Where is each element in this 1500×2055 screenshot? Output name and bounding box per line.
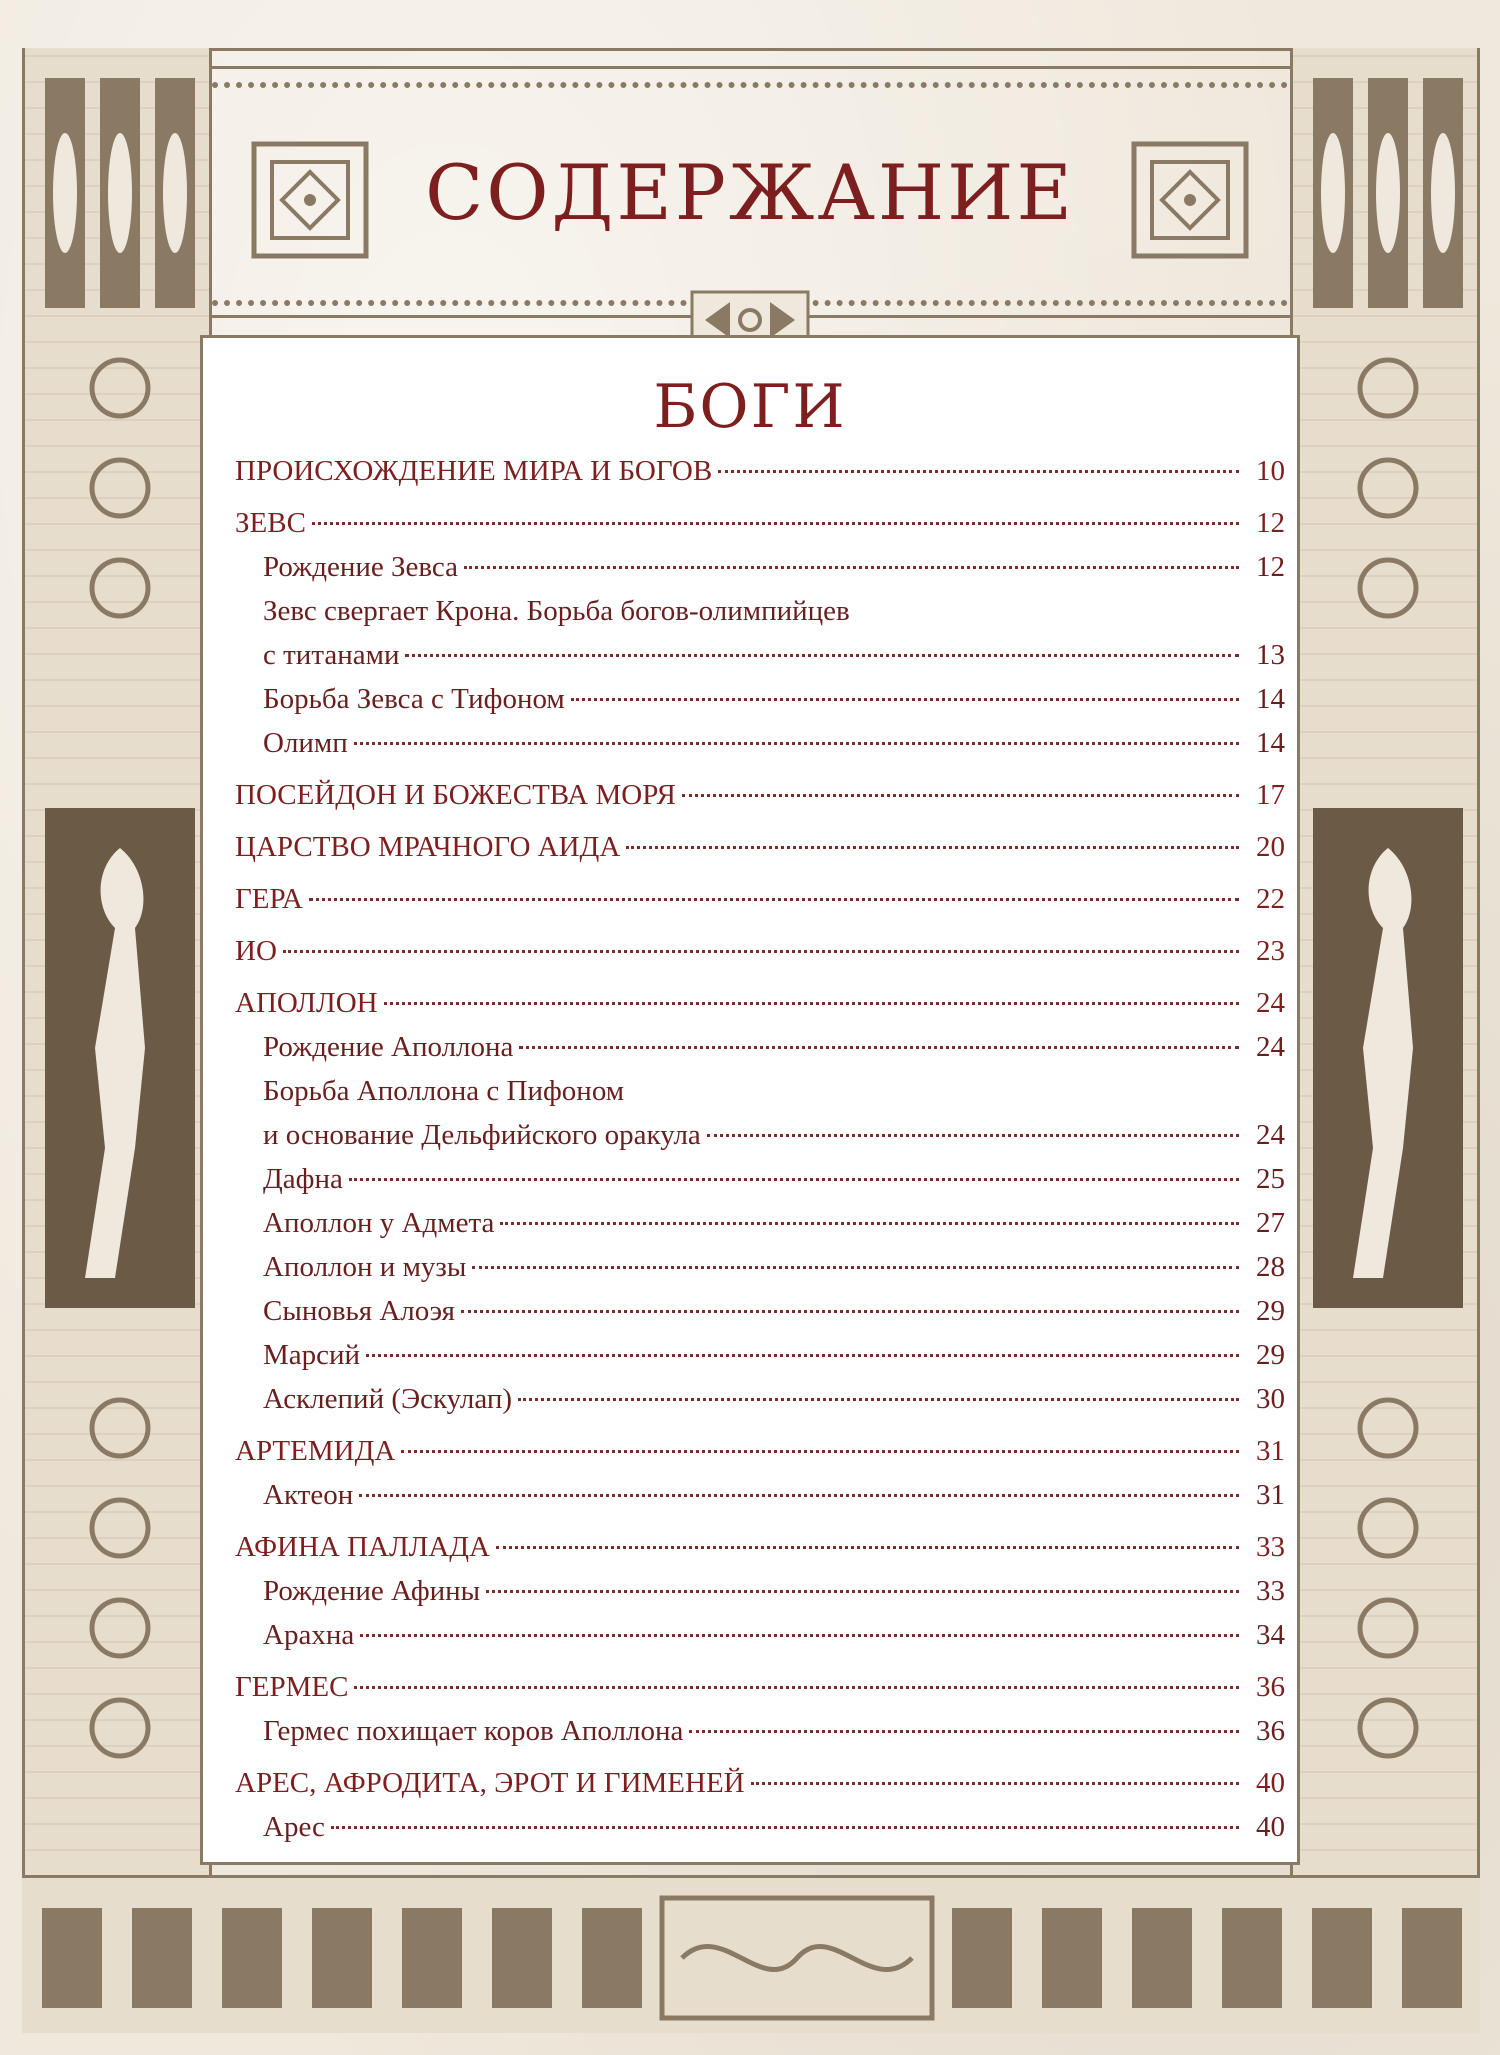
toc-entry-page: 24 (1256, 1031, 1285, 1063)
dot-leader (283, 950, 1239, 953)
toc-entry-title: Зевс свергает Крона. Борьба богов-олимпийцев (263, 595, 850, 627)
toc-entry[interactable] (235, 1479, 1285, 1523)
dot-leader (309, 898, 1239, 901)
toc-entry[interactable] (235, 779, 1285, 823)
toc-entry[interactable] (235, 1767, 1285, 1811)
dot-leader (571, 698, 1239, 701)
toc-entry-title: Олимп (263, 727, 348, 759)
toc-entry-title: Марсий (263, 1339, 361, 1371)
toc-entry[interactable] (235, 935, 1285, 979)
flower-ornament-icon (1360, 360, 1416, 416)
dot-leader (359, 1494, 1239, 1497)
dot-leader (472, 1266, 1239, 1269)
toc-entry-page: 24 (1256, 1119, 1285, 1151)
toc-entry-title: ЦАРСТВО МРАЧНОГО АИДА (235, 831, 621, 863)
toc-entry-title: Рождение Афины (263, 1575, 481, 1607)
toc-entry[interactable] (235, 1163, 1285, 1207)
toc-entry-title: Рождение Аполлона (263, 1031, 514, 1063)
toc-entry[interactable] (235, 551, 1285, 595)
toc-entry-title: ГЕРА (235, 883, 303, 915)
toc-entry-title: Рождение Зевса (263, 551, 459, 583)
dot-leader (331, 1826, 1239, 1829)
toc-entry[interactable] (235, 1811, 1285, 1855)
toc-entry-title: АРЕС, АФРОДИТА, ЭРОТ И ГИМЕНЕЙ (235, 1767, 745, 1799)
toc-entry-title: ИО (235, 935, 277, 967)
toc-entry-page: 36 (1256, 1671, 1285, 1703)
toc-entry[interactable] (235, 831, 1285, 875)
dot-leader (405, 654, 1239, 657)
toc-entry[interactable] (235, 1435, 1285, 1479)
dot-leader (312, 522, 1239, 525)
toc-entry-title: ЗЕВС (235, 507, 306, 539)
toc-entry-title: ГЕРМЕС (235, 1671, 349, 1703)
dot-leader (751, 1782, 1239, 1785)
bottom-ornamental-band (22, 1875, 1480, 2033)
dot-leader (366, 1354, 1239, 1357)
toc-entry-page: 33 (1256, 1575, 1285, 1607)
toc-entry[interactable] (235, 639, 1285, 683)
toc-entry-page: 22 (1256, 883, 1285, 915)
toc-entry-page: 29 (1256, 1295, 1285, 1327)
toc-entry[interactable] (235, 1339, 1285, 1383)
flower-ornament-icon (92, 360, 148, 416)
toc-entry[interactable] (235, 1295, 1285, 1339)
dot-leader (718, 470, 1239, 473)
toc-entry-page: 10 (1256, 455, 1285, 487)
toc-entry-page: 14 (1256, 683, 1285, 715)
toc-entry-page: 36 (1256, 1715, 1285, 1747)
dot-leader (486, 1590, 1239, 1593)
toc-entry-title: Аполлон у Адмета (263, 1207, 495, 1239)
toc-entry-title: Дафна (263, 1163, 343, 1195)
toc-entry-page: 14 (1256, 727, 1285, 759)
toc-entry-title: Гермес похищает коров Аполлона (263, 1715, 684, 1747)
header-dotted-border-top (200, 82, 1300, 88)
toc-entry-page: 31 (1256, 1479, 1285, 1511)
toc-entry[interactable] (235, 1031, 1285, 1075)
toc-entry-page: 12 (1256, 507, 1285, 539)
toc-entry-title: Арахна (263, 1619, 355, 1651)
toc-entry-page: 30 (1256, 1383, 1285, 1415)
toc-entry[interactable] (235, 1575, 1285, 1619)
toc-entry[interactable] (235, 507, 1285, 551)
dot-leader (626, 846, 1239, 849)
toc-entry[interactable] (235, 727, 1285, 771)
dot-leader (354, 1686, 1239, 1689)
dot-leader (401, 1450, 1239, 1453)
toc-entry[interactable] (235, 1619, 1285, 1663)
toc-entry-page: 27 (1256, 1207, 1285, 1239)
toc-entry[interactable] (235, 1119, 1285, 1163)
toc-entry[interactable] (235, 595, 1285, 639)
toc-entry-page: 40 (1256, 1767, 1285, 1799)
dot-leader (707, 1134, 1239, 1137)
dot-leader (682, 794, 1239, 797)
toc-entry[interactable] (235, 1207, 1285, 1251)
toc-entry-title: АРТЕМИДА (235, 1435, 396, 1467)
toc-entry[interactable] (235, 987, 1285, 1031)
toc-entry[interactable] (235, 883, 1285, 927)
toc-entry-page: 24 (1256, 987, 1285, 1019)
table-of-contents (235, 455, 1285, 1855)
toc-entry-title: АПОЛЛОН (235, 987, 378, 1019)
toc-entry[interactable] (235, 1531, 1285, 1575)
toc-entry-title: и основание Дельфийского оракула (263, 1119, 701, 1151)
toc-entry[interactable] (235, 1383, 1285, 1427)
toc-entry-title: Асклепий (Эскулап) (263, 1383, 513, 1415)
dot-leader (349, 1178, 1239, 1181)
toc-entry-title: АФИНА ПАЛЛАДА (235, 1531, 490, 1563)
toc-entry[interactable] (235, 1715, 1285, 1759)
dot-leader (689, 1730, 1239, 1733)
toc-entry[interactable] (235, 1671, 1285, 1715)
dot-leader (360, 1634, 1239, 1637)
toc-entry[interactable] (235, 455, 1285, 499)
toc-entry-title: Сыновья Алоэя (263, 1295, 456, 1327)
dot-leader (461, 1310, 1239, 1313)
toc-entry-page: 29 (1256, 1339, 1285, 1371)
dot-leader (500, 1222, 1239, 1225)
toc-entry-title: ПРОИСХОЖДЕНИЕ МИРА И БОГОВ (235, 455, 713, 487)
dot-leader (384, 1002, 1239, 1005)
toc-entry-page: 25 (1256, 1163, 1285, 1195)
toc-entry-page: 31 (1256, 1435, 1285, 1467)
dot-leader (518, 1398, 1239, 1401)
left-ornamental-column (22, 48, 212, 2033)
dot-leader (354, 742, 1239, 745)
toc-entry-page: 12 (1256, 551, 1285, 583)
toc-entry-title: с титанами (263, 639, 400, 671)
dot-leader (464, 566, 1239, 569)
toc-entry-title: Аполлон и музы (263, 1251, 467, 1283)
toc-entry-page: 33 (1256, 1531, 1285, 1563)
toc-entry-title: Актеон (263, 1479, 354, 1511)
dot-leader (496, 1546, 1239, 1549)
section-heading: БОГИ (653, 372, 847, 442)
toc-entry[interactable] (235, 1075, 1285, 1119)
toc-entry-title: Борьба Аполлона с Пифоном (263, 1075, 625, 1107)
toc-entry-title: ПОСЕЙДОН И БОЖЕСТВА МОРЯ (235, 779, 676, 811)
page-title: СОДЕРЖАНИЕ (425, 148, 1075, 237)
toc-entry[interactable] (235, 1251, 1285, 1295)
toc-entry-title: Арес (263, 1811, 325, 1843)
toc-entry-page: 17 (1256, 779, 1285, 811)
right-ornamental-column (1290, 48, 1480, 2033)
toc-entry-page: 13 (1256, 639, 1285, 671)
toc-entry[interactable] (235, 683, 1285, 727)
toc-entry-page: 23 (1256, 935, 1285, 967)
toc-entry-title: Борьба Зевса с Тифоном (263, 683, 565, 715)
toc-entry-page: 40 (1256, 1811, 1285, 1843)
dot-leader (519, 1046, 1239, 1049)
toc-entry-page: 28 (1256, 1251, 1285, 1283)
toc-entry-page: 20 (1256, 831, 1285, 863)
toc-entry-page: 34 (1256, 1619, 1285, 1651)
